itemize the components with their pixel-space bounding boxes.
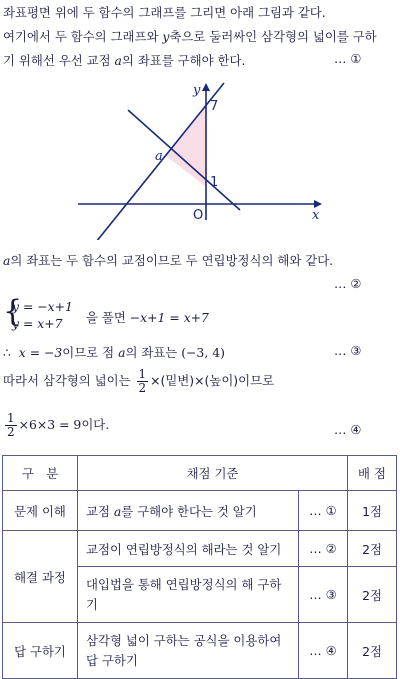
intro-line-3 xyxy=(3,51,245,69)
step3-text-c: 의 좌표는 xyxy=(125,345,182,360)
criterion-text-b: 를 구해야 한다는 것 알기 xyxy=(121,503,257,519)
step4-line xyxy=(3,368,274,395)
origin-label: O xyxy=(193,208,204,223)
x-axis-arrow xyxy=(314,200,322,208)
grading-table xyxy=(2,455,397,679)
line-y-eq-neg-x-plus-1 xyxy=(128,110,240,210)
step4-text-a: 따라서 삼각형의 넓이는 xyxy=(3,373,135,388)
y-axis-arrow xyxy=(202,83,210,91)
system-brace: { xyxy=(3,294,23,329)
row-criterion xyxy=(78,567,299,623)
row-marker: … ③ xyxy=(299,567,348,623)
system-result-line xyxy=(86,308,209,326)
step2-line xyxy=(3,251,333,269)
intro-line-1: 좌표평면 위에 두 함수의 그래프를 그리면 아래 그림과 같다. xyxy=(3,5,326,20)
system-result: −x+1 = x+7 xyxy=(129,310,209,325)
intro-line-2-b: 축으로 둘러싸인 삼각형의 넓이를 구하 xyxy=(169,29,377,44)
row-criterion xyxy=(78,623,299,679)
row-category: 답 구하기 xyxy=(3,623,78,679)
step4-text-b: ×(밑변)×(높이)이므로 xyxy=(150,373,275,388)
table-row xyxy=(3,491,397,531)
row-points: 2점 xyxy=(348,567,397,623)
intro-line-3-a: 기 위해선 우선 교점 xyxy=(3,53,115,68)
marker-1: … ① xyxy=(334,51,362,66)
row-category: 문제 이해 xyxy=(3,491,78,531)
x-axis-label: x xyxy=(312,208,320,223)
step3-line xyxy=(3,343,225,361)
row-marker: … ① xyxy=(299,491,348,531)
row-category: 해결 과정 xyxy=(3,531,78,623)
table-row xyxy=(3,623,397,679)
row-points: 1점 xyxy=(348,491,397,531)
row-marker: … ④ xyxy=(299,623,348,679)
function-graph xyxy=(0,80,400,240)
table-header-row xyxy=(3,456,397,491)
step5-frac-num: 1 xyxy=(7,411,15,425)
marker-4: … ④ xyxy=(334,422,362,437)
header-points: 배 점 xyxy=(348,456,397,491)
criterion-line-2: 기 xyxy=(86,596,98,612)
row-marker: … ② xyxy=(299,531,348,567)
table-row xyxy=(3,531,397,567)
step2-a-var: a xyxy=(3,253,11,268)
step3-coord: (−3, 4) xyxy=(181,345,225,360)
row-criterion xyxy=(78,491,299,531)
step4-frac-den: 2 xyxy=(138,381,147,395)
intersection-a-label: a xyxy=(155,149,163,164)
step5-fraction xyxy=(5,412,17,439)
system-eq-1: y = −x+1 xyxy=(12,299,73,314)
step4-frac-num: 1 xyxy=(138,367,147,381)
intro-line-2 xyxy=(3,27,377,45)
system-eq-2: y = x+7 xyxy=(12,316,63,331)
criterion-text-a: 교점 xyxy=(86,503,114,519)
criterion-line-1: 삼각형 넓이 구하는 공식을 이용하여 xyxy=(86,632,282,648)
marker-2: … ② xyxy=(334,276,362,291)
row-criterion: 교점이 연립방정식의 해라는 것 알기 xyxy=(78,531,299,567)
header-criteria: 채점 기준 xyxy=(78,456,348,491)
marker-3: … ③ xyxy=(334,343,362,358)
step5-text: 이다. xyxy=(81,417,110,432)
step4-fraction xyxy=(137,368,149,395)
step3-x-value: x = −3 xyxy=(18,345,63,360)
criterion-var: a xyxy=(113,503,122,519)
header-category: 구 분 xyxy=(3,456,78,491)
step3-text-b: 이므로 점 xyxy=(62,345,119,360)
intro-line-2-a: 여기에서 두 함수의 그래프와 xyxy=(3,29,163,44)
step3-a-var: a xyxy=(118,345,126,360)
step2-text: 의 좌표는 두 함수의 교점이므로 두 연립방정식의 해와 같다. xyxy=(10,253,334,268)
step5-frac-den: 2 xyxy=(7,425,15,439)
criterion-line-1: 대입법을 통해 연립방정식의 해 구하 xyxy=(86,576,282,592)
step5-line xyxy=(3,412,109,439)
y-intercept-1: 1 xyxy=(210,175,219,190)
y-intercept-7: 7 xyxy=(210,99,219,114)
intro-a-var: a xyxy=(114,53,122,68)
row-points: 2점 xyxy=(348,531,397,567)
step5-expr: ×6×3 = 9 xyxy=(18,417,82,432)
intro-y-var: y xyxy=(162,29,170,44)
intro-line-3-b: 의 좌표를 구해야 한다. xyxy=(121,53,246,68)
row-points: 2점 xyxy=(348,623,397,679)
system-suffix: 을 풀면 xyxy=(86,310,130,325)
criterion-line-2: 답 구하기 xyxy=(86,652,138,668)
therefore-symbol: ∴ xyxy=(3,345,11,360)
y-axis-label: y xyxy=(193,83,201,98)
